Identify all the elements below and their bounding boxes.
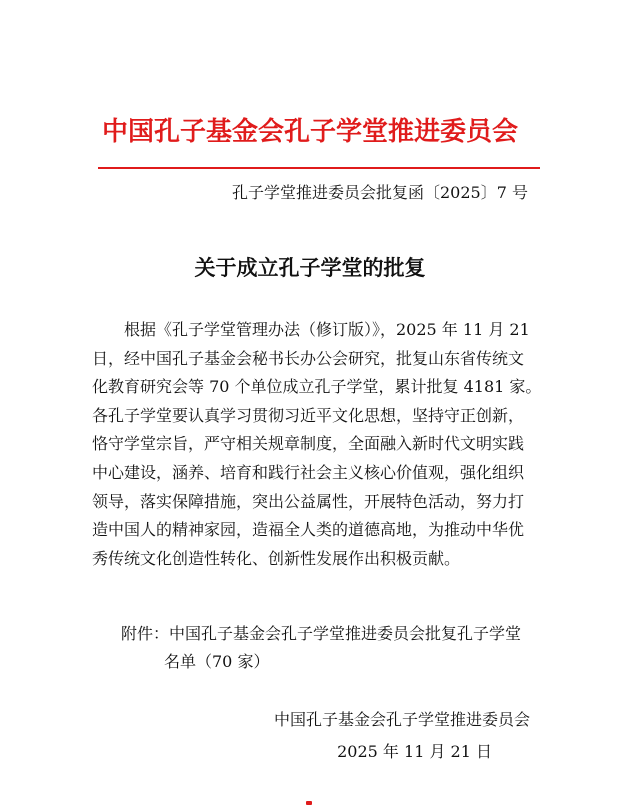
body-line: 根据《孔子学堂管理办法（修订版）》，2025 年 11 月 21 <box>124 320 530 339</box>
page-bottom-mark <box>306 801 312 805</box>
signature-organization: 中国孔子基金会孔子学堂推进委员会 <box>273 710 530 729</box>
body-line: 恪守学堂宗旨，严守相关规章制度，全面融入新时代文明实践 <box>92 434 525 454</box>
signature-date: 2025 年 11 月 21 日 <box>337 742 492 761</box>
body-line: 领导，落实保障措施，突出公益属性，开展特色活动，努力打 <box>92 491 525 511</box>
document-title: 关于成立孔子学堂的批复 <box>194 255 426 280</box>
body-line: 秀传统文化创造性转化、创新性发展作出积极贡献。 <box>92 548 461 568</box>
organization-header: 中国孔子基金会孔子学堂推进委员会 <box>101 117 518 147</box>
body-line: 造中国人的精神家园，造福全人类的道德高地，为推动中华优 <box>92 520 525 540</box>
attachment-line-2: 名单（70 家） <box>164 652 270 671</box>
body-paragraph <box>92 316 542 573</box>
document-number: 孔子学堂推进委员会批复函〔2025〕7 号 <box>232 183 528 202</box>
body-line: 中心建设，涵养、培育和践行社会主义核心价值观，强化组织 <box>92 462 525 482</box>
body-line: 化教育研究会等 70 个单位成立孔子学堂，累计批复 4181 家。 <box>92 377 542 397</box>
body-line: 日，经中国孔子基金会秘书长办公会研究，批复山东省传统文 <box>92 348 525 368</box>
attachment-line-1: 附件：中国孔子基金会孔子学堂推进委员会批复孔子学堂 <box>121 624 522 643</box>
header-red-rule <box>98 167 540 169</box>
attachment-note <box>121 620 541 648</box>
body-line: 各孔子学堂要认真学习贯彻习近平文化思想，坚持守正创新， <box>92 405 525 425</box>
